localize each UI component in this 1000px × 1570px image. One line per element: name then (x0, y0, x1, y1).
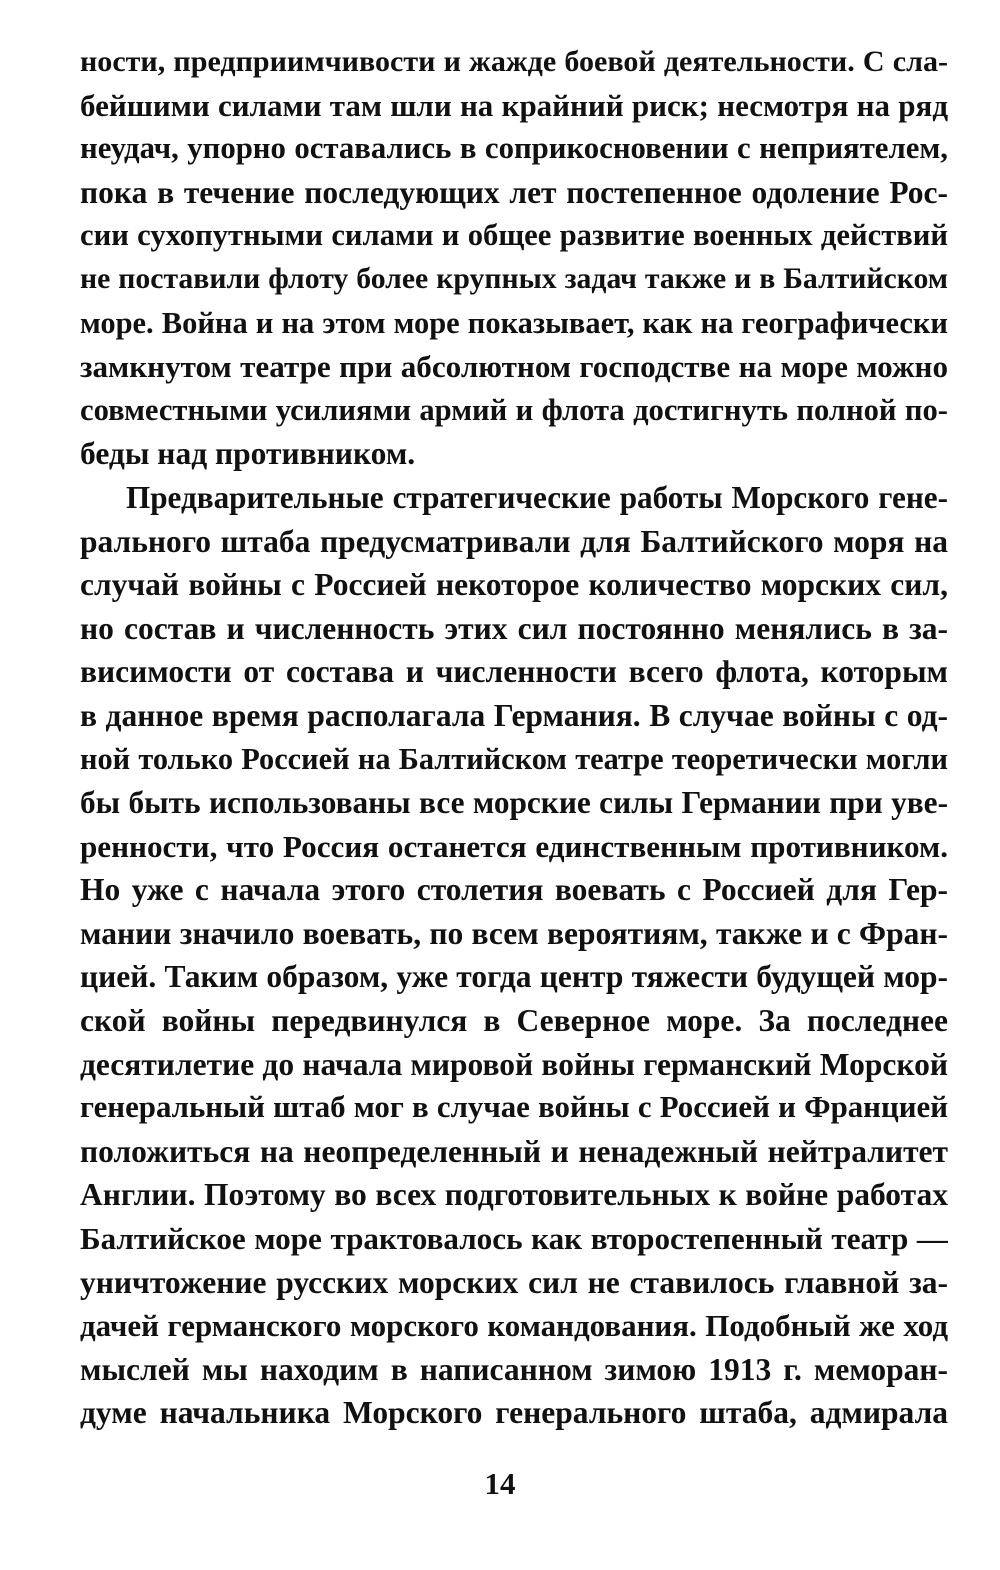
text-line: случай войны с Россией некоторое количество морских сил, (80, 567, 948, 603)
text-line: Но уже с начала этого столетия воевать с Россией для Гер- (80, 872, 948, 908)
text-line: Балтийское море трактовалось как второстепенный театр — (80, 1221, 948, 1257)
text-line: генеральный штаб мог в случае войны с Россией и Францией (80, 1090, 948, 1125)
text-line: в данное время располагала Германия. В случае войны с од- (80, 697, 948, 733)
text-line: ной только Россией на Балтийском театре теоретически могли (80, 741, 948, 776)
text-line: десятилетие до начала мировой войны германский Морской (80, 1046, 948, 1082)
paragraph-2 (80, 476, 948, 1435)
text-line: Предварительные стратегические работы Морского гене- (126, 479, 948, 515)
text-line: неудач, упорно оставались в соприкосновении с неприятелем, (80, 131, 948, 166)
text-line: висимости от состава и численности всего флота, которым (80, 654, 948, 690)
text-line: мыслей мы находим в написанном зимою 1913 г. меморан- (80, 1351, 948, 1387)
text-line: дачей германского морского командования. Подобный же ход (80, 1308, 948, 1344)
text-line: положиться на неопределенный и ненадежный нейтралитет (80, 1133, 948, 1169)
text-line: замкнутом театре при абсолютном господстве на море можно (80, 349, 948, 385)
text-line: ской войны передвинулся в Северное море. За последнее (80, 1003, 948, 1039)
text-line: бы быть использованы все морские силы Германии при уве- (80, 785, 948, 821)
page-number: 14 (484, 1466, 516, 1501)
page-body (80, 40, 948, 1435)
text-line: Англии. Поэтому во всех подготовительных к войне работах (80, 1177, 948, 1213)
text-line: пока в течение последующих лет постепенное одоление Рос- (80, 174, 948, 210)
text-line: рального штаба предусматривали для Балтийского моря на (80, 523, 948, 559)
text-line: но состав и численность этих сил постоянно менялись в за- (80, 610, 948, 646)
text-line: не поставили флоту более крупных задач также и в Балтийском (80, 262, 948, 295)
text-line: сии сухопутными силами и общее развитие военных действий (80, 218, 948, 253)
text-line: море. Война и на этом море показывает, как на географически (80, 305, 948, 340)
text-line: мании значило воевать, по всем вероятиям, также и с Фран- (80, 915, 948, 951)
text-line: ности, предприимчивости и жажде боевой деятельности. С сла- (80, 44, 948, 78)
text-line: уничтожение русских морских сил не ставилось главной за- (80, 1264, 948, 1300)
text-line: ренности, что Россия останется единственным противником. (80, 828, 948, 864)
paragraph-1 (80, 40, 948, 476)
text-line: думе начальника Морского генерального штаба, адмирала (80, 1395, 948, 1431)
text-line: цией. Таким образом, уже тогда центр тяжести будущей мор- (80, 959, 948, 995)
text-line: бейшими силами там шли на крайний риск; несмотря на ряд (80, 87, 948, 123)
text-line: беды над противником. (80, 436, 416, 472)
text-line: совместными усилиями армий и флота достигнуть полной по- (80, 392, 948, 427)
